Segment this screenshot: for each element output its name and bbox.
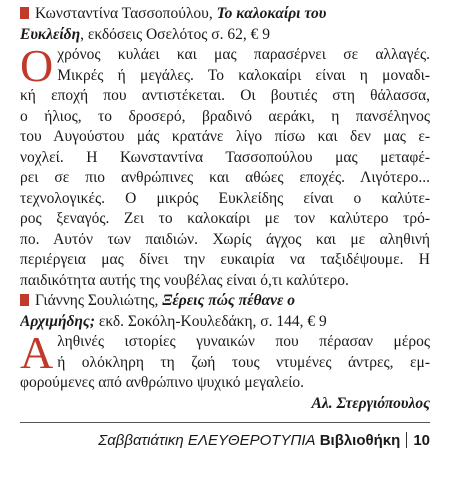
- review2-line: ληθινές ιστορίες γυναικών που πέρασαν μέρος: [57, 333, 430, 350]
- review1-body: [20, 45, 430, 86]
- review1-publication-info: , εκδόσεις Οσελότος σ. 62, € 9: [80, 25, 271, 43]
- review1-line: Μικρές ή μεγάλες. Το καλοκαίρι είναι η μοναδι-: [57, 66, 430, 84]
- review1-line: παιδικότητα αυτής της νουβέλας είναι ό,τι καλύτερο.: [20, 271, 349, 289]
- section-marker-icon: [20, 294, 29, 306]
- article-column: [20, 0, 430, 414]
- footer-section-name: Βιβλιοθήκη: [319, 432, 401, 449]
- review1-line: του Αυγούστου μάς κρατάνε λίγο πίσω και δεν μας ε-: [20, 128, 430, 145]
- footer-page-number: 10: [413, 432, 430, 449]
- footer-separator: [406, 432, 407, 448]
- review1-line: ρος ξεναγός. Ζει το καλοκαίρι με τον καλύτερο τρό-: [20, 210, 430, 227]
- review1-title-part2: Ευκλείδη: [20, 25, 81, 43]
- review1-author-label: Κωνσταντίνα Τασσοπούλου,: [35, 5, 217, 22]
- review1-header-line1: [20, 4, 430, 25]
- review1-line: χρόνος κυλάει και μας παρασέρνει σε αλλαγές.: [57, 46, 430, 63]
- review1-line: τεχνολογικές. Ο μικρός Ευκλείδης είναι ο καλύτε-: [20, 189, 430, 207]
- footer-magazine-name: Σαββατιάτικη ΕΛΕΥΘΕΡΟΤΥΠΙΑ: [98, 432, 316, 449]
- review2-publication-info: εκδ. Σοκόλη-Κουλεδάκη, σ. 144, € 9: [95, 312, 327, 330]
- review2-dropcap: Α: [20, 332, 54, 373]
- review1-title-part1: Το καλοκαίρι του: [216, 5, 327, 22]
- review1-line: ο ήλιος, το δροσερό, βραδινό αεράκι, η πανσέληνος: [20, 107, 430, 125]
- review2-author-signature: Αλ. Στεργιόπουλος: [311, 394, 430, 412]
- review2-header-line1: [20, 291, 430, 312]
- review1-line: κή εποχή που αντιστέκεται. Οι βουτιές στη θάλασσα,: [20, 87, 430, 104]
- review1-line: πο. Αυτόν των παιδιών. Χωρίς άγχος και με αληθινή: [20, 230, 430, 248]
- review2-body: [20, 332, 430, 373]
- review2-title-part2: Αρχιμήδης;: [20, 312, 96, 330]
- review2-line: φορούμενες από ανθρώπινο ψυχικό μεγαλείο.: [20, 374, 305, 391]
- page-footer: [20, 432, 430, 449]
- review1-line: νοχλεί. Η Κωνσταντίνα Τασσοπούλου μας μεταφέ-: [20, 148, 430, 166]
- review2-author-label: Γιάννης Σουλιώτης,: [35, 292, 163, 309]
- footer-divider: [20, 422, 430, 423]
- review2-line: ή ολόκληρη τη ζωή τους ντυμένες άντρες, εμ-: [57, 353, 430, 371]
- review1-dropcap: Ο: [20, 45, 54, 86]
- review1-header-line2: [20, 25, 430, 46]
- section-marker-icon: [20, 7, 29, 19]
- review2-header-line2: [20, 312, 430, 333]
- review1-line: περιέργεια μας δίνει την ευκαιρία να ταξιδέψουμε. Η: [20, 251, 430, 268]
- review1-line: ρει σε πιο ανθρώπινες και αθώες εποχές. Λιγότερο...: [20, 169, 430, 186]
- review2-title-part1: Ξέρεις πώς πέθανε ο: [162, 292, 295, 309]
